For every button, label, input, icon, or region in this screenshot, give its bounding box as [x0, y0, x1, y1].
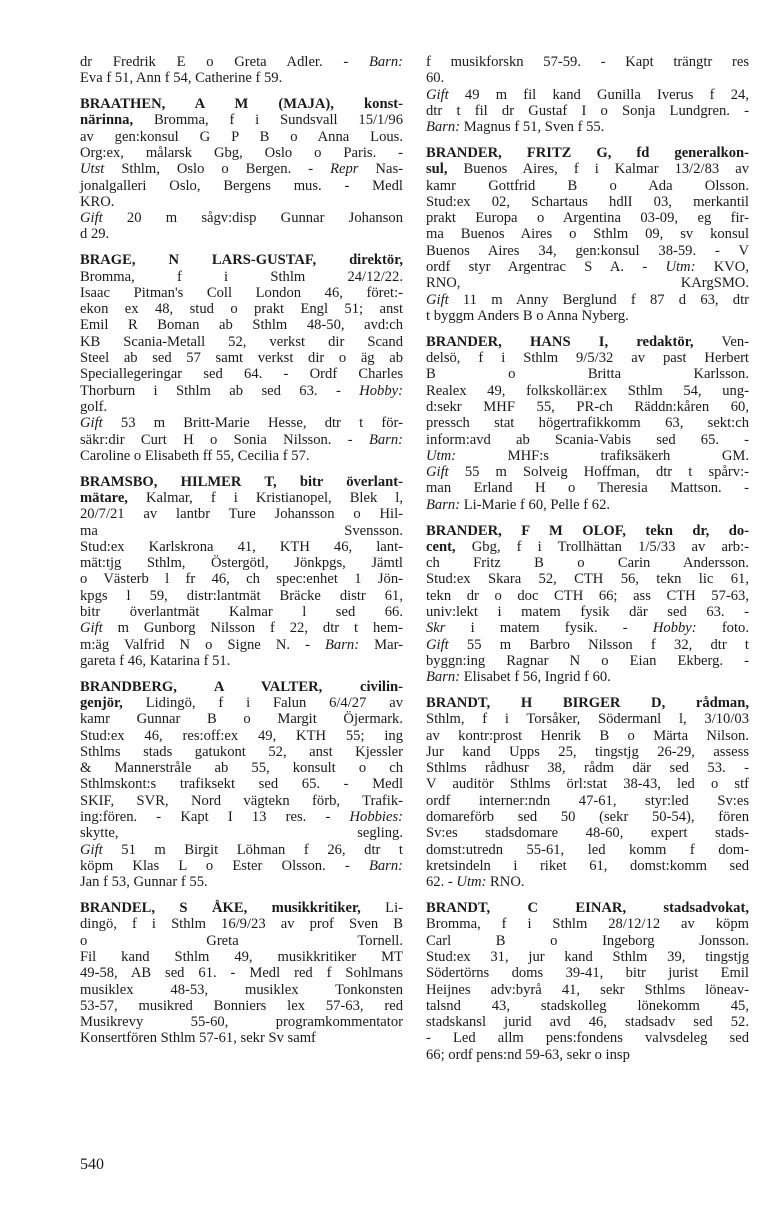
- entry-line: [80, 54, 403, 70]
- entry-line: [426, 825, 749, 841]
- entry-line: [426, 523, 749, 539]
- entry-brander-fritz: [426, 145, 749, 324]
- entry-line: [426, 145, 749, 161]
- entry-text: Stud:ex Skara 52, CTH 56, tekn lic 61,: [426, 571, 749, 588]
- entry-text: Sthlms rådhusr 38, rådm där sed 53. -: [426, 760, 749, 777]
- entry-text: Sthlm, f i Torsåker, Södermanl l, 3/10/03: [426, 711, 749, 728]
- entry-text: ordf styr Argentrac S A. -: [426, 259, 666, 276]
- entry-line: [426, 669, 749, 685]
- entry-text: ch Fritz B o Carin Andersson.: [426, 555, 749, 572]
- entry-heading: BRAMSBO, HILMER T, bitr överlant-: [80, 473, 403, 490]
- entry-line: [80, 637, 403, 653]
- entry-line: [80, 949, 403, 965]
- entry-text: Stud:ex Karlskrona 41, KTH 46, lant-: [80, 538, 403, 555]
- entry-text: Jan f 53, Gunnar f 55.: [80, 874, 208, 891]
- entry-line: [80, 874, 403, 890]
- entry-brandberg: [80, 679, 403, 891]
- entry-text: Jur kand Upps 25, tingstjg 26-29, assess: [426, 743, 749, 760]
- entry-line: [426, 998, 749, 1014]
- entry-line: [80, 432, 403, 448]
- entry-text: man Erland H o Theresia Mattson. -: [426, 480, 749, 497]
- entry-text: byggn:ing Ragnar N o Eian Ekberg. -: [426, 652, 749, 669]
- entry-line: [80, 334, 403, 350]
- entry-text: Buenos Aires, f i Kalmar 13/2/83 av: [447, 161, 749, 178]
- entry-text: kretsindeln i riket 61, domst:komm sed: [426, 857, 749, 874]
- entry-line: [426, 965, 749, 981]
- entry-text: inform:avd ab Scania-Vabis sed 65. -: [426, 431, 749, 448]
- entry-text: Heijnes adv:byrå 41, sekr Sthlms löneav-: [426, 981, 749, 998]
- entry-text: o Greta Tornell.: [80, 932, 403, 949]
- entry-text: bitr överlantmät Kalmar l sed 66.: [80, 604, 403, 620]
- entry-text: d:sekr MHF 55, PR-ch Räddn:kåren 60,: [426, 398, 749, 415]
- entry-text: dr Fredrik E o Greta Adler. -: [80, 54, 369, 70]
- entry-text: Kalmar, f i Kristianopel, Blek l,: [127, 489, 403, 506]
- entry-text: ekon ex 48, stud o prakt Engl 51; anst: [80, 301, 403, 318]
- entry-label: Gift: [426, 86, 449, 103]
- entry-text: i matem fysik. -: [445, 620, 653, 637]
- entry-text: Li-Marie f 60, Pelle f 62.: [460, 496, 611, 513]
- entry-text: Lidingö, f i Falun 6/4/27 av: [122, 694, 403, 711]
- entry-text: m Gunborg Nilsson f 22, dtr t hem-: [102, 620, 403, 637]
- entry-line: [80, 252, 403, 268]
- entry-line: [426, 1030, 749, 1046]
- entry-text: säkr:dir Curt H o Sonia Nilsson. -: [80, 431, 369, 448]
- entry-line: [426, 399, 749, 415]
- entry-text: SKIF, SVR, Nord vägtekn förb, Trafik-: [80, 792, 403, 809]
- entry-cont-adler: [80, 54, 403, 87]
- entry-label: Gift: [80, 415, 103, 432]
- entry-heading: BRAATHEN, A M (MAJA), konst-: [80, 96, 403, 113]
- entry-text: Bromma, f i Sthlm 24/12/22.: [80, 268, 403, 285]
- entry-label: Gift: [426, 291, 449, 308]
- entry-line: [426, 620, 749, 636]
- entry-line: [426, 539, 749, 555]
- entry-line: [80, 809, 403, 825]
- entry-text: Li-: [360, 900, 403, 917]
- entry-line: [80, 588, 403, 604]
- entry-label: Barn:: [426, 119, 461, 136]
- entry-label: Skr: [426, 620, 446, 637]
- entry-line: [426, 350, 749, 366]
- entry-cont-brandel: [426, 54, 749, 135]
- entry-text: Bromma, f i Sundsvall 15/1/96: [133, 112, 403, 129]
- entry-line: [426, 900, 749, 916]
- entry-text: 53 m Britt-Marie Hesse, dtr t för-: [102, 415, 403, 432]
- entry-text: Stud:ex 02, Schartaus hdlI 03, merkantil: [426, 193, 749, 210]
- entry-text: tekn dr o doc CTH 66; ass CTH 57-63,: [426, 587, 749, 604]
- entry-line: [80, 555, 403, 571]
- entry-line: [80, 776, 403, 792]
- entry-label: Gift: [80, 620, 103, 637]
- entry-line: [80, 161, 403, 177]
- entry-text: Sthlms stads gatukont 52, anst Kjessler: [80, 743, 403, 760]
- entry-line: [80, 604, 403, 620]
- entry-text: foto.: [696, 620, 749, 637]
- entry-line: [426, 87, 749, 103]
- entry-heading: cent,: [426, 538, 456, 555]
- entry-line: [426, 366, 749, 382]
- entry-text: Eva f 51, Ann f 54, Catherine f 59.: [80, 70, 283, 87]
- entry-text: Speciallegeringar sed 64. - Ordf Charles: [80, 366, 403, 383]
- entry-line: [426, 226, 749, 242]
- entry-line: [80, 285, 403, 301]
- entry-text: stadskansl jurid avd 46, stadsadv sed 52.: [426, 1014, 749, 1031]
- entry-heading: närinna,: [80, 112, 134, 129]
- entry-text: 60.: [426, 70, 445, 87]
- entry-text: Buenos Aires 34, gen:konsul 38-59. - V: [426, 242, 749, 259]
- entry-text: 53-57, musikred Bonniers lex 57-63, red: [80, 997, 403, 1014]
- entry-text: Sv:es stadsdomare 48-60, expert stads-: [426, 825, 749, 842]
- entry-line: [80, 965, 403, 981]
- entry-text: gareta f 46, Katarina f 51.: [80, 652, 231, 669]
- entry-line: [426, 588, 749, 604]
- entry-text: 49 m fil kand Gunilla Iverus f 24,: [448, 86, 749, 103]
- entry-text: Steel ab sed 57 samt verkst dir o äg ab: [80, 350, 403, 367]
- entry-heading: mätare,: [80, 489, 128, 506]
- entry-line: [80, 506, 403, 522]
- entry-line: [426, 161, 749, 177]
- entry-line: [80, 96, 403, 112]
- entry-line: [80, 711, 403, 727]
- entry-line: [426, 178, 749, 194]
- entry-label: Utm:: [665, 259, 696, 276]
- entry-text: domareförb sed 50 (sekr 50-54), fören: [426, 809, 749, 826]
- entry-line: [426, 243, 749, 259]
- entry-line: [426, 70, 749, 86]
- entry-line: [426, 744, 749, 760]
- entry-line: [80, 825, 403, 841]
- entry-text: dtr t fil dr Gustaf I o Sonja Lundgren. -: [426, 102, 749, 119]
- entry-label: Hobby:: [652, 620, 697, 637]
- entry-text: Caroline o Elisabeth ff 55, Cecilia f 57.: [80, 447, 310, 464]
- entry-line: [426, 497, 749, 513]
- entry-text: Fil kand Sthlm 49, musikkritiker MT: [80, 948, 403, 965]
- entry-text: Stud:ex 31, jur kand Sthlm 39, tingstjg: [426, 948, 749, 965]
- entry-line: [80, 858, 403, 874]
- entry-bramsbo: [80, 474, 403, 670]
- entry-text: t byggm Anders B o Anna Nyberg.: [426, 307, 629, 324]
- entry-text: MHF:s trafiksäkerh GM.: [456, 447, 749, 464]
- entry-line: [426, 432, 749, 448]
- entry-text: Sthlm, Oslo o Bergen. -: [104, 161, 331, 178]
- entry-line: [426, 415, 749, 431]
- entry-text: univ:lekt i matem fysik där sed 63. -: [426, 604, 749, 620]
- entry-line: [426, 711, 749, 727]
- page-number: 540: [80, 1156, 104, 1173]
- entry-line: [426, 448, 749, 464]
- entry-line: [80, 269, 403, 285]
- entry-line: [426, 949, 749, 965]
- entry-text: 55 m Barbro Nilsson f 32, dtr t: [448, 636, 749, 653]
- entry-text: 66; ordf pens:nd 59-63, sekr o insp: [426, 1046, 630, 1063]
- entry-heading: BRANDEL, S ÅKE, musikkritiker,: [80, 900, 361, 917]
- entry-text: ing:fören. - Kapt I 13 res. -: [80, 809, 350, 826]
- entry-text: 62. -: [426, 874, 457, 891]
- entry-line: [426, 119, 749, 135]
- entry-line: [80, 539, 403, 555]
- entry-line: [80, 194, 403, 210]
- entry-text: RNO, KArgSMO.: [426, 275, 749, 292]
- entry-line: [426, 480, 749, 496]
- entry-line: [426, 259, 749, 275]
- entry-text: Gbg, f i Trollhättan 1/5/33 av arb:-: [455, 538, 749, 555]
- entry-line: [80, 982, 403, 998]
- entry-line: [80, 415, 403, 431]
- entry-line: [426, 555, 749, 571]
- entry-line: [80, 728, 403, 744]
- entry-label: Utm:: [456, 874, 487, 891]
- entry-line: [80, 178, 403, 194]
- entry-line: [80, 653, 403, 669]
- entry-text: golf.: [80, 398, 108, 415]
- entry-line: [80, 210, 403, 226]
- entry-line: [426, 54, 749, 70]
- entry-line: [80, 620, 403, 636]
- entry-text: Södertörns doms 39-41, bitr jurist Emil: [426, 965, 749, 982]
- entry-line: [426, 103, 749, 119]
- entry-line: [80, 145, 403, 161]
- entry-line: [426, 1014, 749, 1030]
- entry-line: [80, 760, 403, 776]
- entry-text: KB Scania-Metall 52, verkst dir Scand: [80, 333, 403, 350]
- entry-text: 20 m sågv:disp Gunnar Johanson: [102, 210, 403, 227]
- entry-line: [80, 933, 403, 949]
- left-column: [80, 54, 403, 1056]
- entry-line: [80, 129, 403, 145]
- entry-text: 49-58, AB sed 61. - Medl red f Sohlmans: [80, 965, 403, 982]
- entry-heading: genjör,: [80, 694, 123, 711]
- entry-line: [80, 317, 403, 333]
- entry-line: [426, 1047, 749, 1063]
- entry-line: [80, 1014, 403, 1030]
- entry-text: kamr Gottfrid B o Ada Olsson.: [426, 177, 749, 194]
- entry-line: [426, 695, 749, 711]
- entry-line: [426, 637, 749, 653]
- entry-line: [80, 350, 403, 366]
- entry-line: [426, 653, 749, 669]
- entry-label: Barn:: [325, 636, 360, 653]
- entry-text: Musikrevy 55-60, programkommentator: [80, 1014, 403, 1031]
- entry-line: [426, 275, 749, 291]
- entry-text: dingö, f i Sthlm 16/9/23 av prof Sven B: [80, 916, 403, 933]
- entry-text: ma Buenos Aires o Sthlm 09, sv konsul: [426, 226, 749, 243]
- entry-line: [80, 399, 403, 415]
- entry-text: skytte, segling.: [80, 825, 403, 842]
- entry-label: Gift: [426, 636, 449, 653]
- entry-text: Stud:ex 46, res:off:ex 49, KTH 55; ing: [80, 727, 403, 744]
- entry-label: Barn:: [368, 431, 403, 448]
- entry-heading: BRANDER, F M OLOF, tekn dr, do-: [426, 522, 749, 539]
- entry-line: [80, 695, 403, 711]
- entry-text: köpm Klas L o Ester Olsson. -: [80, 857, 369, 874]
- entry-line: [426, 874, 749, 890]
- entry-text: Nas-: [358, 161, 403, 178]
- entry-heading: BRANDT, H BIRGER D, rådman,: [426, 694, 749, 711]
- entry-line: [80, 571, 403, 587]
- entry-label: Gift: [80, 841, 103, 858]
- entry-text: m:äg Valfrid N o Signe N. -: [80, 636, 325, 653]
- entry-line: [80, 112, 403, 128]
- entry-text: Realex 49, folkskollär:ex Sthlm 54, ung-: [426, 382, 749, 399]
- entry-line: [426, 194, 749, 210]
- entry-text: jonalgalleri Oslo, Bergens mus. - Medl: [80, 177, 403, 194]
- entry-label: Barn:: [426, 669, 461, 686]
- entry-brander-olof: [426, 523, 749, 686]
- entry-text: KRO.: [80, 193, 115, 210]
- entry-line: [80, 842, 403, 858]
- entry-text: Elisabet f 56, Ingrid f 60.: [460, 669, 611, 686]
- entry-line: [426, 760, 749, 776]
- entry-text: 20/7/21 av lantbr Ture Johansson o Hil-: [80, 506, 403, 523]
- entry-text: av kontr:prost Henrik B o Märta Nilson.: [426, 727, 749, 744]
- entry-heading: BRANDT, C EINAR, stadsadvokat,: [426, 900, 749, 917]
- entry-text: delsö, f i Sthlm 9/5/32 av past Herbert: [426, 350, 749, 367]
- entry-line: [80, 366, 403, 382]
- entry-text: & Mannerstråle ab 55, konsult o ch: [80, 760, 403, 777]
- entry-text: domst:utredn 55-61, led komm f dom-: [426, 841, 749, 858]
- entry-text: d 29.: [80, 226, 110, 243]
- entry-line: [80, 70, 403, 86]
- entry-label: Utm:: [426, 447, 456, 464]
- entry-text: 11 m Anny Berglund f 87 d 63, dtr: [448, 291, 749, 308]
- entry-heading: BRANDER, HANS I, redaktör,: [426, 333, 694, 350]
- entry-text: 55 m Solveig Hoffman, dtr t spårv:-: [448, 464, 749, 481]
- entry-heading: sul,: [426, 161, 448, 178]
- entry-heading: BRANDBERG, A VALTER, civilin-: [80, 678, 403, 695]
- entry-line: [80, 998, 403, 1014]
- entry-text: kpgs l 59, distr:lantmät Bräcke distr 61,: [80, 587, 403, 604]
- entry-label: Barn:: [368, 54, 403, 70]
- entry-label: Utst: [80, 161, 105, 178]
- entry-brage: [80, 252, 403, 464]
- entry-line: [426, 982, 749, 998]
- entry-line: [80, 490, 403, 506]
- entry-text: musiklex 48-53, musiklex Tonkonsten: [80, 981, 403, 998]
- entry-text: talsnd 43, stadskolleg lönekomm 45,: [426, 997, 749, 1014]
- right-column: [426, 54, 749, 1073]
- entry-line: [80, 474, 403, 490]
- entry-line: [80, 679, 403, 695]
- entry-label: Hobby:: [359, 382, 403, 399]
- entry-text: Carl B o Ingeborg Jonsson.: [426, 932, 749, 949]
- entry-heading: BRANDER, FRITZ G, fd generalkon-: [426, 144, 749, 161]
- entry-heading: BRAGE, N LARS-GUSTAF, direktör,: [80, 252, 403, 269]
- entry-text: Bromma, f i Sthlm 28/12/12 av köpm: [426, 916, 749, 933]
- entry-text: mät:tjg Sthlm, Östergötl, Jönkpgs, Jämtl: [80, 555, 403, 572]
- entry-text: RNO.: [486, 874, 525, 891]
- entry-text: ordf interner:ndn 47-61, styr:led Sv:es: [426, 792, 749, 809]
- entry-brandel: [80, 900, 403, 1047]
- entry-text: av gen:konsul G P B o Anna Lous.: [80, 128, 403, 145]
- entry-line: [426, 776, 749, 792]
- entry-text: prakt Europa o Argentina 03-09, eg fir-: [426, 210, 749, 227]
- entry-text: KVO,: [695, 259, 749, 276]
- entry-brandt-einar: [426, 900, 749, 1063]
- entry-line: [80, 1030, 403, 1046]
- entry-line: [426, 292, 749, 308]
- entry-label: Barn:: [368, 857, 403, 874]
- entry-text: Konsertfören Sthlm 57-61, sekr Sv samf: [80, 1030, 316, 1047]
- entry-text: Mar-: [359, 636, 404, 653]
- entry-line: [426, 793, 749, 809]
- entry-text: Thorburn i Sthlm ab sed 63. -: [80, 382, 360, 399]
- entry-line: [80, 793, 403, 809]
- entry-brandt-birger: [426, 695, 749, 891]
- entry-line: [426, 728, 749, 744]
- entry-text: 51 m Birgit Löhman f 26, dtr t: [102, 841, 403, 858]
- entry-text: Isaac Pitman's Coll London 46, föret:-: [80, 284, 403, 301]
- entry-text: V auditör Sthlms örl:stat 38-43, led o stf: [426, 776, 749, 793]
- entry-line: [426, 571, 749, 587]
- entry-brander-hans: [426, 334, 749, 513]
- entry-text: Sthlmskont:s trafiksekt sed 65. - Medl: [80, 776, 403, 793]
- entry-text: kamr Gunnar B o Margit Öjermark.: [80, 711, 403, 728]
- entry-text: pressch stat högertrafikkomm 63, sekt:ch: [426, 415, 749, 432]
- entry-line: [426, 604, 749, 620]
- entry-line: [426, 334, 749, 350]
- entry-line: [80, 916, 403, 932]
- entry-line: [426, 916, 749, 932]
- entry-label: Gift: [426, 464, 449, 481]
- entry-line: [426, 464, 749, 480]
- entry-text: f musikforskn 57-59. - Kapt trängtr res: [426, 54, 749, 70]
- entry-line: [80, 900, 403, 916]
- entry-line: [80, 448, 403, 464]
- entry-line: [426, 842, 749, 858]
- entry-line: [80, 301, 403, 317]
- entry-line: [426, 308, 749, 324]
- entry-label: Repr: [330, 161, 359, 178]
- entry-line: [426, 933, 749, 949]
- entry-text: - Led allm pens:fondens valvsdeleg sed: [426, 1030, 749, 1047]
- entry-text: B o Britta Karlsson.: [426, 366, 749, 383]
- entry-line: [426, 809, 749, 825]
- entry-braathen: [80, 96, 403, 243]
- entry-line: [426, 383, 749, 399]
- entry-line: [80, 744, 403, 760]
- entry-text: Ven-: [693, 333, 749, 350]
- entry-text: Org:ex, målarsk Gbg, Oslo o Paris. -: [80, 144, 403, 161]
- entry-line: [426, 858, 749, 874]
- entry-text: Emil R Boman ab Sthlm 48-50, avd:ch: [80, 317, 403, 334]
- entry-text: Magnus f 51, Sven f 55.: [460, 119, 605, 136]
- entry-label: Hobbies:: [349, 809, 403, 826]
- entry-label: Gift: [80, 210, 103, 227]
- entry-text: ma Svensson.: [80, 522, 403, 539]
- entry-line: [426, 210, 749, 226]
- entry-label: Barn:: [426, 496, 461, 513]
- entry-text: o Västerb l fr 46, ch spec:enhet 1 Jön-: [80, 571, 403, 588]
- entry-line: [80, 523, 403, 539]
- entry-line: [80, 383, 403, 399]
- entry-line: [80, 226, 403, 242]
